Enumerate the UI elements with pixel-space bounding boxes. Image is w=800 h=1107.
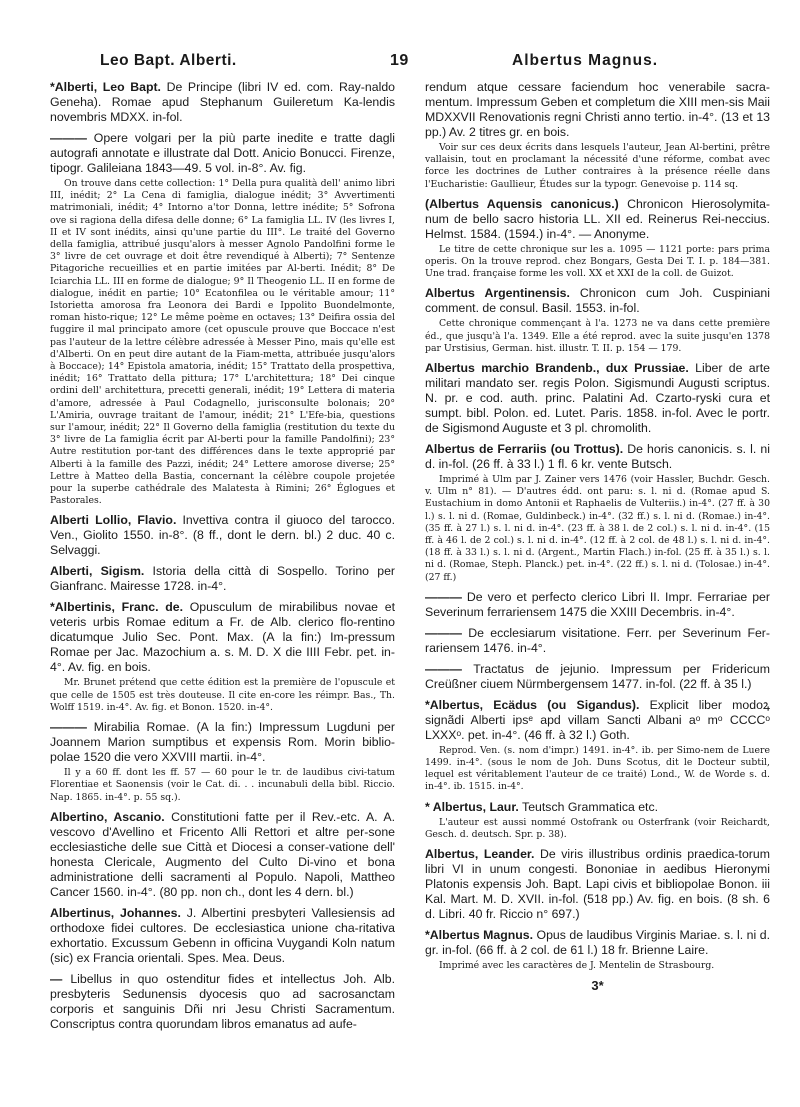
entry-main-text	[425, 662, 770, 692]
entry-text: Explicit liber modoꝝ signãdi Alberti ipsᵉ apd villam Sancti Albani aᵒ mᵒ CCCCᵒ LXXXᵒ. pet. in-4°. (46 ff. à 32 l.) Goth.	[425, 697, 770, 742]
entry-main-text	[425, 590, 770, 620]
entry-main-text	[425, 286, 770, 316]
entry-heading: ———	[425, 625, 469, 640]
entry-heading: Albertus de Ferrariis (ou Trottus).	[425, 442, 624, 457]
bibliography-entry	[425, 928, 770, 972]
bibliography-entry	[50, 564, 395, 594]
entry-heading: ———	[50, 131, 94, 145]
entry-main-text	[50, 972, 395, 1032]
header-left: Leo Bapt. Alberti.	[100, 52, 237, 69]
entry-main-text	[50, 513, 395, 558]
entry-heading: ———	[425, 589, 467, 604]
bibliography-entry	[425, 442, 770, 584]
entry-main-text	[425, 442, 770, 472]
entry-heading: ———	[425, 661, 474, 676]
entry-note: L'auteur est aussi nommé Ostofrank ou Osterfrank (voir Reichardt, Gesch. d. deutsch. Spr. p. 38).	[425, 816, 770, 840]
bibliography-entry	[425, 361, 770, 436]
bibliography-entry	[425, 80, 770, 191]
bibliography-entry	[50, 972, 395, 1032]
entry-main-text	[425, 847, 770, 922]
page-number: 19	[390, 52, 409, 69]
entry-text: Istoria della città di Sospello. Torino per Gianfranc. Mairesse 1728. in-4°.	[50, 564, 395, 594]
entry-heading: Albertus Argentinensis.	[425, 286, 570, 301]
entry-heading: *Albertinis, Franc. de.	[50, 600, 184, 615]
bibliography-entry	[425, 847, 770, 922]
entry-text: J. Albertini presbyteri Vallesiensis ad orthodoxe fidei cultores. De ecclesiastica unione cha-ritativa exhortatio. Excussum Gebenn in officina Vuygandi Koln natum (sic) ex Francia orientali. Spes. Mea. Deus.	[50, 905, 395, 965]
bibliography-entry	[425, 698, 770, 794]
entry-text: rendum atque cessare faciendum hoc venerabile sacra-mentum. Impressum Geben et completum die XIII men-sis Maii MDXXVII Renovationis regni Christi anno tertio. in-4°. (13 et 13 pp.) Av. 2 titres gr. en bois.	[425, 80, 770, 139]
entry-main-text	[425, 698, 770, 743]
entry-note: On trouve dans cette collection: 1° Della pura qualità dell' animo libri III, inédit; 2° La Cena di famiglia, dialogue inédit; 3° Avvertimenti matrimoniali, inédit; 4° Intorno a'tor Donna, lettre inédite; 5° Sofrona ove si ragiona della difesa delle donne; 6° La famiglia LL. IV (les livres I, II et IV sont inédits, ainsi qu'une partie du III°. Le traité del Governo della famiglia, attribué jusqu'alors à messer Agnolo Pandolfini forme le 3° livre de cet ouvrage et doit être revendiqué à Alberti); 7° Sentenze Pitagoriche recueillies et en partie imitées par Al-berti. Inédit; 8° De Iciarchia LL. III en forme de dialogue; 9° Il Theogenio LL. II en forme de dialogue, inédit en partie; 10° Ecatonfilea ou le véritable amour; 11° Istorietta amorosa fra Leonora dei Bardi e Ippolito Buondelmonte, roman histo-rique; 12° Le même poème en octaves; 13° Deifira ossia del fuggire il mal principato amore (cet opuscule prouve que Boccace n'est pas l'auteur de la lettre célèbre adressée à Messer Pino, mais qu'elle est d'Alberti. On en peut dire autant de la Fiam-metta, attribuée jusqu'alors à Boccace); 14° Epistola amatoria, inédit; 15° Trattato della prospettiva, inédit; 16° Trattato della pittura; 17° L'architettura; 18° Dei cinque ordini dell' architettura, precetti generali, inédit; 19° Lettera di materia d'amore, adressée à Paul Codagnello, jurisconsulte bolonais; 20° L'Amiria, ouvrage traitant de l'amour, inédit; 21° L'Efe-bia, questions sur l'amour, inédit; 22° Il Governo della famiglia (restitution du texte du 3° livre de La famiglia écrit par Al-berti pour la famille Pandolfini); 23° Autre restitution por-tant des différences dans le texte approprié par Alberti à la famille des Pazzi, inédit; 24° Lettere amorose diverse; 25° Lettre à Matteo della Bastia, concernant la célèbre coupole projetée pour la superbe cathédrale des Malatesta à Rimini; 26° Églogues et Pastorales.	[50, 178, 395, 507]
entry-main-text	[425, 80, 770, 140]
entry-main-text	[50, 131, 395, 176]
entry-text: Opus de laudibus Virginis Mariae. s. l. ni d. gr. in-fol. (66 ff. à 2 col. de 61 l.) 18 fr. Brienne Laire.	[425, 928, 770, 958]
bibliography-entry	[425, 800, 770, 841]
entry-main-text	[50, 80, 395, 125]
entry-note: Voir sur ces deux écrits dans lesquels l'auteur, Jean Al-bertini, prêtre vallaisin, tout en proclamant la nécessité d'une réforme, combat avec force les doctrines de Luther contraires à la présence réelle dans l'Eucharistie: Gaullieur, Études sur la typogr. Genevoise p. 114 sq.	[425, 142, 770, 190]
entry-note: Cette chronique commençant à l'a. 1273 ne va dans cette première éd., que jusqu'à l'a. 1349. Elle a été reprod. avec la suite jusqu'en 1378 par Urstisius, German. hist. illustr. T. II. p. 154 — 179.	[425, 318, 770, 354]
entry-note: Mr. Brunet prétend que cette édition est la première de l'opuscule et que celle de 1505 est très douteuse. Il cite en-core les réimpr. Bas., Th. Wolff 1519. in-4°. Av. fig. et Bonon. 1520. in-4°.	[50, 677, 395, 713]
entry-text: Chronicon Hierosolymita-num de bello sacro historia LL. XII ed. Reinerus Rei-neccius. Helmst. 1584. (1594.) in-4°. — Anonyme.	[425, 196, 770, 241]
signature-mark: 3*	[591, 978, 604, 994]
entry-text: Constitutioni fatte per il Rev.-etc. A. A. vescovo d'Avellino et Fricento Alli Rettori et altre per-sone ecclesiastiche delle sue Città et Diocesi a conser-vatione dell' honesta Clericale, Augmento del Culto Di-vino et bona administratione delli sacramenti al Populo. Napoli, Mattheo Cancer 1560. in-4°. (80 pp. non ch., dont les 4 dern. bl.)	[50, 809, 395, 899]
entry-text: Opere volgari per la più parte inedite e tratte dagli autografi annotate e illustrate dal Dott. Anicio Bonucci. Firenze, tipogr. Galileiana 1843—49. 5 vol. in-8°. Av. fig.	[50, 131, 395, 175]
entry-heading: —	[50, 971, 71, 986]
entry-main-text	[50, 600, 395, 675]
entry-heading: Albertino, Ascanio.	[50, 809, 165, 824]
left-column	[50, 80, 395, 1105]
entry-note: Le titre de cette chronique sur les a. 1095 — 1121 porte: pars prima operis. On la trouve reprod. chez Bongars, Gesta Dei T. I. p. 184—381. Une trad. française forme les voll. XX et XXI de la coll. de Guizot.	[425, 243, 770, 280]
entry-main-text	[50, 564, 395, 594]
entry-note: Reprod. Ven. (s. nom d'impr.) 1491. in-4°. ib. per Simo-nem de Luere 1499. in-4°. (sous le nom de Joh. Duns Scotus, dit le Docteur subtil, lequel est véritablement l'auteur de ce traité) Lond., W. de Worde s. d. in-4°. ib. 1515. in-4°.	[425, 744, 770, 793]
entry-text: Invettiva contra il giuoco del tarocco. Ven., Giolito 1550. in-8°. (8 ff., dont le dern. bl.) 2 duc. 40 c. Selvaggi.	[50, 513, 395, 558]
entry-main-text	[50, 810, 395, 900]
bibliography-entry	[50, 131, 395, 507]
entry-text: Libellus in quo ostenditur fides et intellectus Joh. Alb. presbyteris Sedunensis dyocesis quo ad sacrosanctam corporis et sanguinis Dñi nri Jesu Christi Sacramentum. Conscriptus contra quorundam libros emanatus ad aufe-	[50, 971, 395, 1031]
entry-main-text	[425, 197, 770, 242]
entry-heading: Alberti Lollio, Flavio.	[50, 513, 177, 528]
entry-main-text	[425, 800, 770, 815]
bibliography-entry	[425, 626, 770, 656]
bibliography-entry	[425, 662, 770, 692]
entry-text: De vero et perfecto clerico Libri II. Impr. Ferrariae per Severinum ferrariensem 1475 die XXIII Decembris. in-4°.	[425, 589, 770, 619]
entry-heading: Albertus, Leander.	[425, 847, 535, 862]
bibliography-entry	[50, 906, 395, 966]
bibliography-entry	[50, 600, 395, 714]
entry-heading: * Albertus, Laur.	[425, 799, 519, 814]
entry-text: De ecclesiarum visitatione. Ferr. per Severinum Fer-rariensem 1476. in-4°.	[425, 625, 770, 655]
right-column	[425, 80, 770, 1105]
entry-note: Imprimé à Ulm par J. Zainer vers 1476 (voir Hassler, Buchdr. Gesch. v. Ulm n° 81). — D'autres édd. ont paru: s. l. ni d. (Romae apud S. Eustachium in domo Antonii et Raphaelis de Vulteriis.) in-4°. (27 ff. à 30 l.) s. l. ni d. (Romae, Guldinbeck.) in-4°. (32 ff.) s. l. ni d. (Romae.) in-4°. (35 ff. à 27 l.) s. l. ni d. in-4°. (23 ff. à 38 l. de 2 col.) s. l. ni d. in-4°. (15 ff. à 46 l. de 2 col.) s. l. ni d. in-4°. (12 ff. à 2 col. de 48 l.) s. l. ni d. in-4°. (18 ff. à 33 l.) s. l. ni d. (Argent., Martin Flach.) in-fol. (25 ff. à 35 l.) s. l. ni d. (Romae, Steph. Planck.) pet. in-4°. (22 ff.) s. l. ni d. (Tolosae.) in-4°. (27 ff.)	[425, 474, 770, 583]
entry-main-text	[425, 928, 770, 958]
header-right: Albertus Magnus.	[512, 52, 659, 69]
entry-heading: *Alberti, Leo Bapt.	[50, 80, 161, 94]
entry-text: Opusculum de mirabilibus novae et veteris urbis Romae editum a Fr. de Alb. clerico flo-rentino dicatumque Julio Sec. Pont. Max. (A la fin:) Im-pressum Romae per Jac. Mazochium a. s. M. D. X die IIII Febr. pet. in-4°. Av. fig. en bois.	[50, 600, 395, 675]
bibliography-entry	[425, 590, 770, 620]
entry-heading: Albertus marchio Brandenb., dux Prussiae.	[425, 361, 689, 376]
entry-main-text	[50, 720, 395, 765]
entry-main-text	[50, 906, 395, 966]
entry-text: De horis canonicis. s. l. ni d. in-fol. (26 ff. à 33 l.) 1 fl. 6 kr. vente Butsch.	[425, 442, 770, 472]
entry-heading: ———	[50, 720, 94, 735]
entry-note: Imprimé avec les caractères de J. Mentelin de Strasbourg.	[439, 960, 715, 972]
entry-text: Tractatus de jejunio. Impressum per Fridericum Creüßner ciuem Nürmbergensem 1477. in-fol. (22 ff. à 35 l.)	[425, 661, 770, 691]
entry-heading: Alberti, Sigism.	[50, 564, 145, 579]
bibliography-entry	[50, 513, 395, 558]
entry-main-text	[425, 626, 770, 656]
bibliography-entry	[425, 286, 770, 355]
entry-text: Liber de arte militari mandato ser. regis Polon. Sigismundi Augusti scriptus. N. pr. e cod. auth. princ. Palatini Ad. Czarto-ryski cura et sumpt. bibl. Polon. ed. Lutet. Paris. 1858. in-fol. Avec le portr. de Sigismond Auguste et 3 pl. chromolith.	[425, 361, 770, 436]
entry-heading: *Albertus Magnus.	[425, 928, 534, 943]
entry-main-text	[425, 361, 770, 436]
entry-heading: *Albertus, Ecädus (ou Sigandus).	[425, 697, 640, 712]
entry-note: Il y a 60 ff. dont les ff. 57 — 60 pour le tr. de laudibus civi-tatum Florentiae et Saonensis (voir le Cat. di. . . incunabuli della bibl. Riccio. Nap. 1865. in-4°. p. 55 sq.).	[50, 767, 395, 803]
entry-text: Chronicon cum Joh. Cuspiniani comment. de consul. Basil. 1553. in-fol.	[425, 286, 770, 316]
entry-heading: Albertinus, Johannes.	[50, 905, 181, 920]
entry-text: De viris illustribus ordinis praedica-torum libri VI in unum congesti. Bononiae in aedibus Hieronymi Platonis expensis Joh. Bapt. Lapi civis et bibliopolae Bonon. iii Kal. Mart. M. D. XVII. in-fol. (518 pp.) Av. fig. en bois. (8 sh. 6 d. Libri. 40 fr. Riccio n° 697.)	[425, 847, 770, 922]
entry-heading: (Albertus Aquensis canonicus.)	[425, 196, 619, 211]
bibliography-entry	[425, 197, 770, 281]
entry-text: Mirabilia Romae. (A la fin:) Impressum Lugduni per Joannem Marion sumptibus et expensis Rom. Morin biblio-polae 1520 die vero XXVIII martii. in-4°.	[50, 720, 395, 765]
entry-text: De Principe (libri IV ed. com. Ray-naldo Geneha). Romae apud Stephanum Guileretum Ka-lendis novembris MDXX. in-fol.	[50, 80, 395, 124]
entry-text: Teutsch Grammatica etc.	[522, 799, 659, 814]
running-header	[0, 52, 800, 80]
bibliography-entry	[50, 810, 395, 900]
bibliography-entry	[50, 80, 395, 125]
bibliography-entry	[50, 720, 395, 804]
